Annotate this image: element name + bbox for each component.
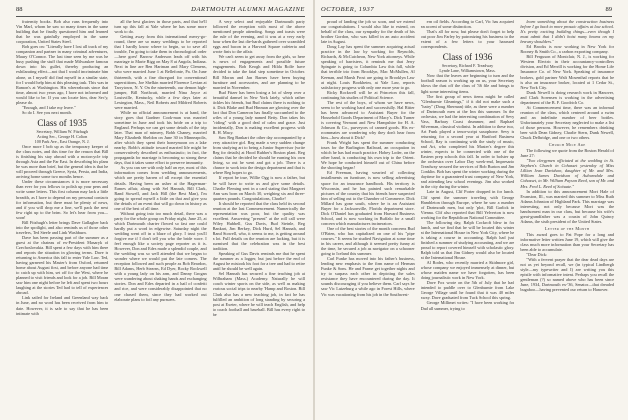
paragraph: The following we quote from the Boston Herald of June 27: (520, 148, 615, 159)
column (321, 19, 415, 416)
paragraph: "Enough, and I take my leave." (22, 104, 76, 110)
paragraph: Speaking of Gus Davis reminds me that he spent the summer as a logger, but just before the end of August he mistook his foot for a tree and had to retire until he should be well again. (212, 251, 305, 272)
column (520, 19, 614, 416)
paragraph: While no official announcement is at hand, the story goes that Gardner Cook-man was married sometime in June and took his bride on a trip to England. Perhaps we can get some details of the trip later. That man of mimery, Bobb Chaney, married Mary Elizabeth Sheldon on June 30 in Minneapolis, after which they spent their honeymoon on a lake nearby. Bobb's attitude toward married life might be conservatively described as enthusiastic; in fact, the propaganda for marriage is becoming so strong these days, that it takes some effort to preserve immunity. (114, 109, 207, 166)
paragraph: As you can see with only half an eye, most of this information comes from wedding announcements, which are pretty barren of all except the essential details. Having been an usher at the Hagerman-Eames affair, along with Sel Hannah, Bill Clark, Rand Stowell, and Jack Hill (the Best Man), I'm going to spread myself a little on that and give you the details of an event that will go down in history as one of the best of all time. (114, 165, 207, 211)
paragraph: Carl Funke has moved into his father's business, lending new emphasis to the firm name of Herman Funke & Sons. He and Frame get together nights and try to surpass each other in depicting the sales resistance they have encountered during the day. It sounds discouraging if you believe them. Carl says he saw Vic Lutzeburg a while ago in Forest Hills, where Vic was vacationing from his job in the Southwest- (321, 256, 415, 297)
paragraph: Now that the leaves are beginning to turn and the football season is working up on us, your Secretary blows the dust off the class of '36 file and brings to light some interesting items. (420, 73, 515, 94)
paragraph: So do I. See you next month. (22, 109, 72, 115)
paragraph: George Millimet writes: "I have been working for Dad all summer, trying to (420, 300, 515, 311)
page-number: 88 (16, 6, 23, 13)
section-byline: Lynde Lane, Williamstown, Mass. (439, 68, 496, 74)
paragraph: "Dear Dick: (526, 252, 548, 258)
paragraph: Without going into too much detail, there was a party for the whole group on Friday night, June 25, at which Dartmouth charter flowed so fast one could hardly put a word in edgewise. Saturday night the wedding went off in a blaze of glory. I trust you'll forgive me if I don't tell you who the bride wore. I feel enough like a society page reporter as it is. However, Don and Edes made a splendid couple, and the wedding was so well attended that we began to wonder where we would put the late comers. The reception followed and such people as Bob Reardon, Bill Adams, Herb Stearns, Ed Dyer, Rocky Rockwell with a young lady on his arm, and Danny Grogan were wandering about shaking hands and exchanging stories. Don and Edes departed in a hail of confetti and rice, and were considerably disappointed that no one chased them, since they had worked out elaborate plans to foil any pursuers. (114, 210, 207, 302)
paragraph: Doug Lay has spent the summer acquiring actual practice in the law by working for Reynolds, Richards, & McCutcheon, New York attorneys. While speaking of barristers, it reminds me that Jerry Spingate is going to Columbia Law this fall, while that terrible trio from Brooklyn, Mac McMullen, Al Keenan, and Marsh Frost are going to Brooklyn Law at night. Louis Bookheim, at Yale Law, reports satisfactory progress with only one more year to go. (321, 44, 415, 90)
paragraph: In addition to this announcement Mort Hale of Evanston, Ill., was married this summer to Miss Ruth Adams Johnston of Highland Park. This marriage was interesting, not only because Mort was the handsomest man in our class, but because his wife's great-grandfather was a cousin of John Quincy Adams, the sixth president of the United States. (520, 188, 615, 224)
paragraph: Bud Fitzer has been losing a lot of sleep over a beautiful damsel in New York lately, which rather tickles his friends, but Bud claims there is nothing to it. Dick Blake and Bud Hinman are glowing over the fact that Don Cameron has finally succumbed to the wiles of a young lady named Betty. Don takes his "riding" with a good deal of calm and grace. Just incidentally, Don is making excellent progress with R. H. Macy. (212, 89, 305, 136)
paragraph: A very select and enjoyable Dartmouth party followed the reception with most of the above mentioned people attending. Songs and toasts were the rule of the evening, and it was at a very early hour when the last die-hards gathered over scrambled eggs and bacon in a Harvard Square cafeteria and wrote finis to the affair. (212, 19, 305, 55)
paragraph: Ed Freeman, having wearied of collecting installments on furniture, is now selling advertising space for an insurance handbook. His territory is Wisconsin, and he has painted such remarkable pictures of the country that his friends have suspected him of selling out to the Chamber of Commerce. Dick Millard has gone south, where he is an Assistant Buyer for a Jacksonville, Florida department store. Dick O'Daniel has graduated from Harvard Business School, and is now working in Buffalo for a small concern which manufactures incinerators. (321, 170, 415, 226)
paragraph: One of the best stories of the month concerns Bud O'Brien, who has capitalized on one of his "pipe courses." It seems he studied Navigation at some time in his career, and although it seemed pretty funny at the time, he secured a job as navigator on a schooner going to Iceland this summer. (321, 225, 415, 257)
paragraph: Dave Fox wrote on the 5th of July that he had intended to paddle over to Glenburnie from Lake George Village until he found that it was 40 miles away. Dave graduated from Tuck School this spring. (420, 280, 515, 301)
paragraph: Frank Wright has spent the summer conducting tours for the Burlington Railroad, an occupation in which he has had much practice. Hobey Loder, on the other hand, is conducting his own trip to the Orient. We hope he conducted himself out of China before the shooting began! (321, 140, 415, 171)
paragraph: That's all for now, but please don't forget to help out poor Jim Farley by patronizing his business to the extent of a few letters to your harassed correspondents. (420, 29, 515, 50)
section-byline: Secretary, William W. Fitzhugh (36, 128, 88, 134)
paragraph: Bill Fitzhugh's letter brings Dave Gallagher back into the spotlight, and also reminds us of those other travelers, Ted Steele and Link Washburn. (16, 219, 109, 235)
left-page (0, 0, 313, 420)
paragraph: Bill Ferguson of Montclair, N. J., is working for Western Electric in their accountancy-controllers division, and Ed Merrill is working for the Home Life Insurance Co. of New York. Speaking of insurance brokers, gold partner Walt Mosenthal reports that he is also an insurance broker, located at 1 Cedar St., New York City. (520, 54, 615, 90)
paragraph: This award goes to Pat Pope for a long and informative letter written June 19, which will give the class much more information than your Secretary has been able to accumulate. (520, 231, 615, 253)
paragraph: If report be true, Willie Ogg is now a father, but he will have to write us and give some details. Charlie Fleming sent in a card stating that Margaret Ann was born on March 30, weighing six and three-quarters pounds. Congratulations, Charlie! (212, 175, 305, 201)
paragraph: ern oil fields. According to Carl, Vic has acquired an accent of some distinction. (420, 19, 515, 30)
section-byline: Acting Sec., George H. Colton (37, 133, 88, 139)
paragraph: We can't seem to get away from the girls, so here is news of engagements and possible future engagements. Bob Keogh and Hilda Rolfe have decided to take the fatal step sometime in October. Bill Moran and Jan Barnes have been buying furniture and accessories, and are planning to be married in November. (212, 54, 305, 90)
section-byline: 100 Park Ave., East Orange, N. J. (34, 138, 90, 144)
paragraph: Ricky Rockwell will be at Princeton this fall, continuing his studies of Political Science. (321, 89, 415, 100)
paragraph: Saw Reg Bankart the other day accompanied by a very attractive girl. Reg made a very sudden change from studying art to being a Junior Supervisor (write Reg for details) at Hood Rubber's Boston plant. Reg claims that he decided he should be earning his own living, so out he went and got a job. There is a chance to work into the design department and that is where Reg hopes to go. (212, 135, 305, 176)
paragraph: Ed Brooks is now working in New York for Rooney & Smith Co., a carbon exporting company. (520, 44, 615, 55)
section-heading: Class of 1936 (442, 52, 493, 63)
right-page (315, 0, 628, 420)
subheading: Letter of the Month (544, 225, 590, 231)
subheading: Church Mice Are (548, 142, 586, 148)
paragraph: proud of landing the job so soon, and we extend our congratulations. I would also like to extend, on behalf of the class, our sympathy for the death of his brother Gordon, who was killed in an auto accident late in August. (321, 19, 415, 45)
column (421, 19, 515, 416)
left-columns (16, 19, 305, 416)
paragraph: Late in August, Clif Porter dropped in for lunch. Clif spent the summer traveling with George Hambleton through Europe, where he saw a number of Dartmouth men, but only 'plot, Bill Garlick in Vienna. Clif also reported that Bill Yelverton is now working for the Republican National Committee. (420, 189, 515, 220)
paragraph: "Two clergymen officiated at the wedding in St. Stephen's Church in Cohasset yesterday of Miss Lillian Jean Davidson, daughter of Mr. and Mrs. William James Davidson of Auburndale and Cohasset, to Mr. William Payson Reed, son of Mr. and Mrs. Fred L. Reed of Scituate." (520, 158, 615, 189)
paragraph: Dave has been passing part of the summer as a guest at the chateau of ex-President Masaryk of Czechoslovakia. Bill spent a few days with him there and reports the situation in glowing terms. Dave is returning to America this fall to enter Yale Law. Ted, having garnered his Master's from Oxford, returned home about August first, and before anyone had time to catch up with him, set off for the West, where he planned to visit friends and look for a job. Bill Moran saw him one night before he left and spent two hours laughing at the stories Ted had to tell of experiences abroad. (16, 234, 109, 296)
paragraph: Getting away from this international merry-go-round, there are so many weddings to be reported that I hardly know where to begin, so to save all trouble, I'm going to take them in chronological order—here goes! Barrow Anderson leads off with his marriage to Marie Rigg on May 8 at Angola, Indiana. Next in line are Ben Hartman and Mary Clemens, who were married June 1 at Bellefonte, Pa. On June thirteenth, with a fine disregard for conventional superstitions, Joe Shelkin married Florence Levian at Tarrytown, N. Y. On the nineteenth, our demon high-jumper, Bill Northcutt, married Nina Joyce at Louisville, Kentucky, while a few days later at Lexington, Mass., Neil Roberts and Mildred Roberts were married. (114, 34, 207, 110)
paragraph: It should be reported that the class held its second reunion at the last Commencement. Numerically the representation was poor, but the quality was excellent. Answering "present" at the roll call were Wiley Hubbell, Gus Davis, Bud Steinle, Reg Bankart, Jim Berkey, Dick Hurd, Sel Hannah, and Rand Stowell, who, it seems to me, is getting around a lot. Full details on the reunion are lacking, but it is surmised that the celebration was in the best tradition. (212, 200, 305, 252)
paragraph: The following day, Ralph Cockroft blew in for lunch, and we find that he will be located this winter at the International House in New York City, where he is taking a course in accounting. Ralph had just finished a summer of studying accounting, and we are proud to report covered himself with scholastic glory. Ralph told us that Jim Gidney would also be located at the International House. (420, 219, 515, 261)
page-header (16, 6, 305, 17)
paragraph: Sel Hannah has secured a fine teaching job at Wilbraham (Mass.) Academy. Naturally he will coach winter sports on the side, as well as making various social trips to nearby 'Hamp and Boston. Bill Clark also has a new teaching job, in fact he has fulfilled an ambition of long standing by securing a post at Exeter, where he will teach English, and help to coach football and baseball. Bill has every right to be (212, 271, 305, 317)
paragraph: all the best glaciers in those parts, and that he'll turn up this fall at Yale where he has some more work to do. (114, 19, 207, 35)
paragraph: The rest of the boys, of whom we have news, seem to be working hard and successfully. Hal Ritter has been advanced to Assistant Buyer for the Household Goods Department of Macy's. Dick Turner is covering Vermont and New Hampshire for H. A. Johnson & Co., purveyors of canned goods. His ex-roommates are wondering why they don't hear from him—how about it Dick? (321, 99, 415, 141)
paragraph: Dunk Newell is doing research work in Hanover, and Clark Sorensen is working in the advertising department of the B. F. Goodrich Co. (520, 89, 615, 105)
paragraph: fraternity books. Bob also runs frequently into Vin Marl, whom he saw so many times in the same building that he finally questioned him and learned that he was gainfully employed in the same corporation, United States Steel. (16, 19, 109, 45)
section-byline: Secretary, Richard F. Treadway (441, 63, 494, 69)
column (213, 19, 305, 416)
page-number: 89 (605, 6, 612, 13)
running-title: OCTOBER, 1937 (321, 6, 375, 13)
paragraph: learn something about the construction business before I go back to more prosaic affairs at law school. It's pretty exciting building things—even though I must admit that I didn't hoist many beams on my brawny shoulders." (520, 19, 615, 45)
paragraph: "With a fervent prayer that the dear dead days are not as yet beyond recall, we (in typical Lindbergh style—my typewriter and I) are writing you this epistle with informative intent. Perhaps you recall the gentleman (?) so named above who has been since June, 1934, Dartmouth ex-'36, Senator—that dreaded bugaboo—having prevented our return to Hanover. (520, 257, 615, 293)
paragraph: Under these circumstances it is more necessary than ever for you fellows to polish up your pens and write some letters. This first column may lack a little breadth, as I have to depend on my personal contacts for information, but there must be plenty of news, and if you will drop me a line, we'll pack the next few right up to the brim. So let's hear from you—soon! (16, 179, 109, 220)
page-header (321, 6, 612, 17)
paragraph: At Commencement time, there was an informal reunion of the class, which centered around a swim and an indefinite number of beer bottles. Unfortunately your Secretary neglected to make a list of those persons. However, he remembers drinking beer with Dean Gidney, Charlie Stern, Dunk Newell, Chuck Delbridge, and one or two others. (520, 104, 615, 141)
paragraph: Once more I bob up as the temporary keeper of the class notes, and this time for the reason that Bill is finishing his stay abroad with a motorcycle trip through Asia and the Far East. In describing his plans he was more than brief, but the general idea is that he will proceed through Greece, Syria, Persia, and India, arriving home some two months hence. (16, 144, 109, 180)
column (16, 19, 108, 416)
section-heading: Class of 1935 (37, 117, 87, 128)
column (114, 19, 206, 416)
paragraph: Al Rodes, who recently married a Skidmore girl, whose company we enjoyed immensely at dinner, but whose maiden name we have forgotten, has been doing journalistic work in New York. (420, 260, 515, 281)
running-title: DARTMOUTH ALUMNI MAGAZINE (191, 6, 305, 13)
paragraph: The first group of news items might be called "Glenburnie Gleanings," if it did not make such a "hairy" (Doug Sherman) title, as there were a number of Dartmouth men at the Inn this summer. In the orchestra, we had the interesting combination of Sevy Vass, Barbary Coast drummer, and Raphael Silverman, classical violinist. In addition to these two, Art Funk played a tenor-script saxophone. Sevy is returning for a second year at Hartford Business School, Ray is continuing with the study of music, and Art, who completed his Master's degree this winter, expects to be connected with one of the Eastern prep schools this fall. In order to bolster up the orchestra over Labor Day week-end, Impresario Treadway secured the services of Bob Burton and Jim Conklin. Bob has spent the winter working during the daytime for a guaranteed trust company of New York, and attending law school evenings. Jim also worked in the city during the winter. (420, 93, 515, 190)
paragraph: Link sailed for Ireland and Greenland way back in June, and no word has been received from him to date. However, it is safe to say that he has been intimate with (16, 295, 109, 316)
right-columns (321, 19, 614, 416)
paragraph: Bob goes on: "Literally have I lost all track of my companion and partner in many criminal adventures, Maury O'Connor. The last time seen by me was he busy pushing the stuff that made Milwaukee famous down into his gullet, thereby producing an exhilarating effect—not that I would incriminate him alone, as I myself did find myself in a similar state, for I would help him at this pleasing task. This was in Ramon's at Washington. His whereabouts since that time, almost two years ago, I have not informed and would like to be. If you can locate him, dear Sec'y, please do. (16, 44, 109, 105)
